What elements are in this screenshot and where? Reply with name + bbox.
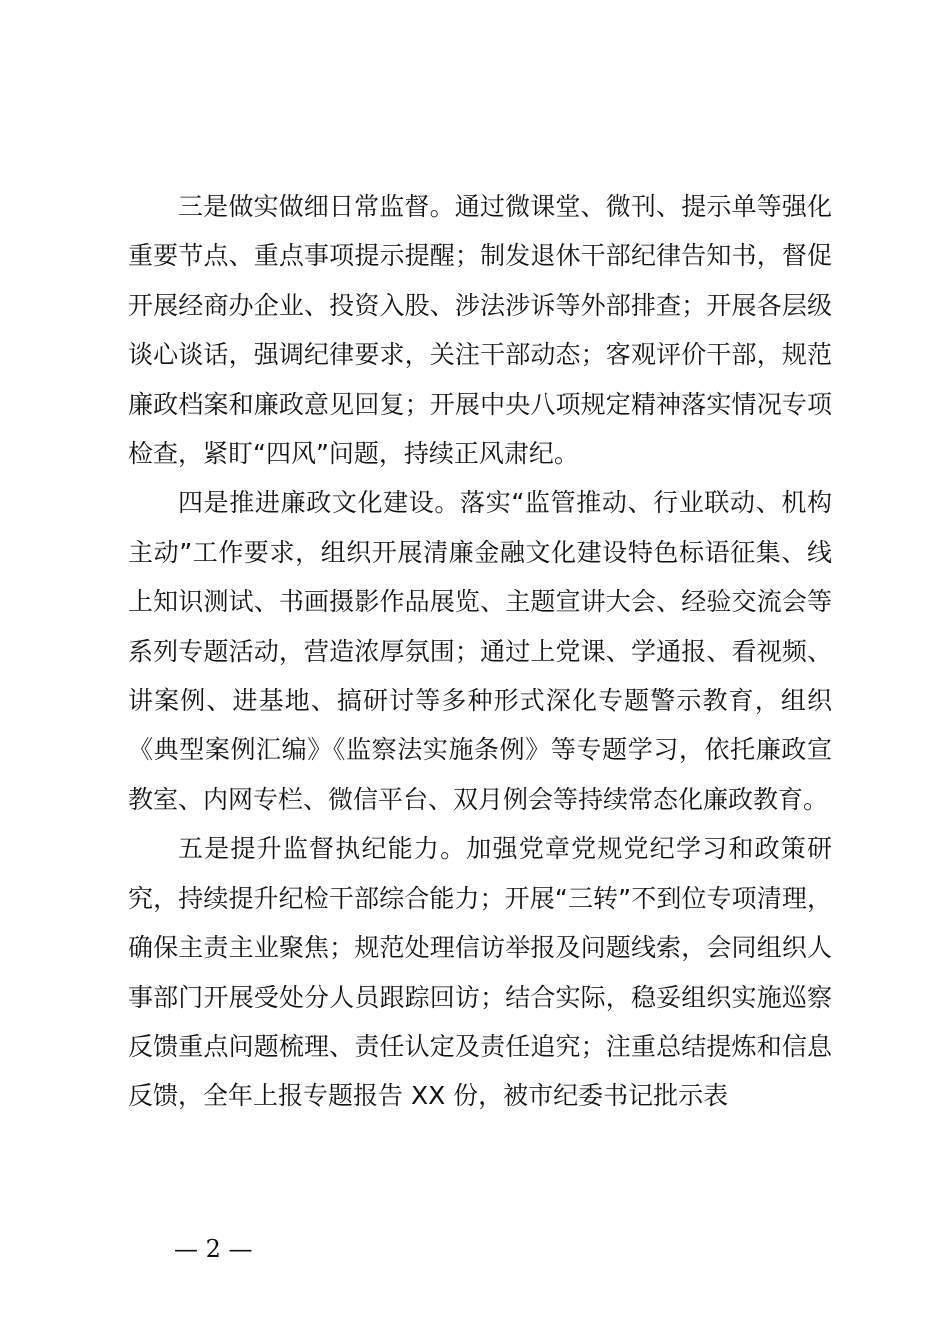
paragraph-clean-culture: 四是推进廉政文化建设。落实“监管推动、行业联动、机构主动”工作要求，组织开展清廉金融文化建设特色标语征集、线上知识测试、书画摄影作品展览、主题宣讲大会、经验交流会等系列专题活动，营造浓厚氛围；通过上党课、学通报、看视频、讲案例、进基地、搞研讨等多种形式深化专题警示教育，组织《典型案例汇编》《监察法实施条例》等专题学习，依托廉政宣教室、内网专栏、微信平台、双月例会等持续常态化廉政教育。	[128, 488, 832, 814]
paragraph-daily-supervision: 三是做实做细日常监督。通过微课堂、微刊、提示单等强化重要节点、重点事项提示提醒；制发退休干部纪律告知书，督促开展经商办企业、投资入股、涉法涉诉等外部排查；开展各层级谈心谈话，强调纪律要求，关注干部动态；客观评价干部，规范廉政档案和廉政意见回复；开展中央八项规定精神落实情况专项检查，紧盯“四风”问题，持续正风肃纪。	[128, 192, 832, 469]
document-body	[128, 182, 832, 1121]
page-number: — 2 —	[174, 1235, 253, 1263]
paragraph-discipline-capability: 五是提升监督执纪能力。加强党章党规党纪学习和政策研究，持续提升纪检干部综合能力；开展“三转”不到位专项清理，确保主责主业聚焦；规范处理信访举报及问题线索，会同组织人事部门开展受处分人员跟踪回访；结合实际，稳妥组织实施巡察反馈重点问题梳理、责任认定及责任追究；注重总结提炼和信息反馈，全年上报专题报告 XX 份，被市纪委书记批示表	[128, 834, 832, 1111]
